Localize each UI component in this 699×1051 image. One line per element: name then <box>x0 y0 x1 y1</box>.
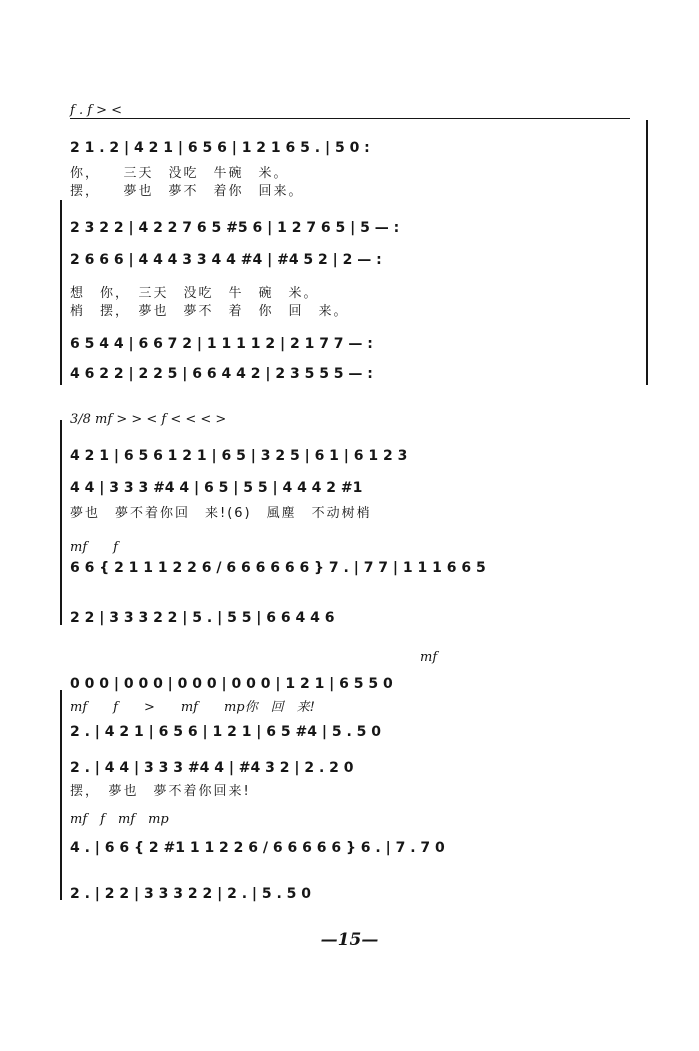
notation-line: 6 6 { 2 1 1 1 2 2 6 / 6 6 6 6 6 6 } 7 . | 7 7 | 1 1 1 6 6 5 <box>70 560 486 576</box>
notation-line: 0 0 0 | 0 0 0 | 0 0 0 | 0 0 0 | 1 2 1 | 6 5 5 0 <box>70 676 393 692</box>
notation-line: 2 6 6 6 | 4 4 4 3 3 4 4 #4 | #4 5 2 | 2 — : <box>70 252 382 268</box>
dynamics-line: mf f > mf mp你 回 来! <box>70 700 315 715</box>
dynamics-line: mf f mf mp <box>70 812 169 827</box>
notation-line: 6 5 4 4 | 6 6 7 2 | 1 1 1 1 2 | 2 1 7 7 — : <box>70 336 373 352</box>
notation-line: 4 . | 6 6 { 2 #1 1 1 2 2 6 / 6 6 6 6 6 } 6 . | 7 . 7 0 <box>70 840 445 856</box>
lyrics-line: 夢也 夢不着你回 来!(6) 風塵 不动树梢 <box>70 506 372 521</box>
lyrics-line: 摆， 夢也 夢不着你回来! <box>70 784 251 799</box>
lyrics-line: 你， 三天 没吃 牛碗 米。 <box>70 166 289 181</box>
notation-line: 2 . | 4 4 | 3 3 3 #4 4 | #4 3 2 | 2 . 2 0 <box>70 760 354 776</box>
notation-line: 4 2 1 | 6 5 6 1 2 1 | 6 5 | 3 2 5 | 6 1 | 6 1 2 3 <box>70 448 408 464</box>
notation-line: 2 2 | 3 3 3 2 2 | 5 . | 5 5 | 6 6 4 4 6 <box>70 610 335 626</box>
system-bracket <box>60 420 62 625</box>
dynamics-line: mf <box>420 650 438 665</box>
dynamics-line: mf f <box>70 540 118 555</box>
system-bracket <box>60 690 62 900</box>
dynamics-line: f . f > < <box>70 103 123 118</box>
notation-line: 4 4 | 3 3 3 #4 4 | 6 5 | 5 5 | 4 4 4 2 #1 <box>70 480 363 496</box>
page-number: —15— <box>320 930 379 950</box>
lyrics-line: 梢 摆， 夢也 夢不 着 你 回 来。 <box>70 304 349 319</box>
notation-line: 4 6 2 2 | 2 2 5 | 6 6 4 4 2 | 2 3 5 5 5 — : <box>70 366 373 382</box>
notation-line: 2 . | 2 2 | 3 3 3 2 2 | 2 . | 5 . 5 0 <box>70 886 312 902</box>
notation-line: 2 3 2 2 | 4 2 2 7 6 5 #5 6 | 1 2 7 6 5 | 5 — : <box>70 220 400 236</box>
lyrics-line: 想 你， 三天 没吃 牛 碗 米。 <box>70 286 319 301</box>
notation-line: 2 . | 4 2 1 | 6 5 6 | 1 2 1 | 6 5 #4 | 5 . 5 0 <box>70 724 382 740</box>
final-barline <box>646 120 648 385</box>
notation-line: 2 1 . 2 | 4 2 1 | 6 5 6 | 1 2 1 6 5 . | 5 0 : <box>70 140 370 156</box>
system-bracket <box>60 200 62 385</box>
top-rule <box>70 118 630 119</box>
lyrics-line: 摆， 夢也 夢不 着你 回来。 <box>70 184 304 199</box>
dynamics-line: 3/8 mf > > < f < < < > <box>70 412 227 427</box>
